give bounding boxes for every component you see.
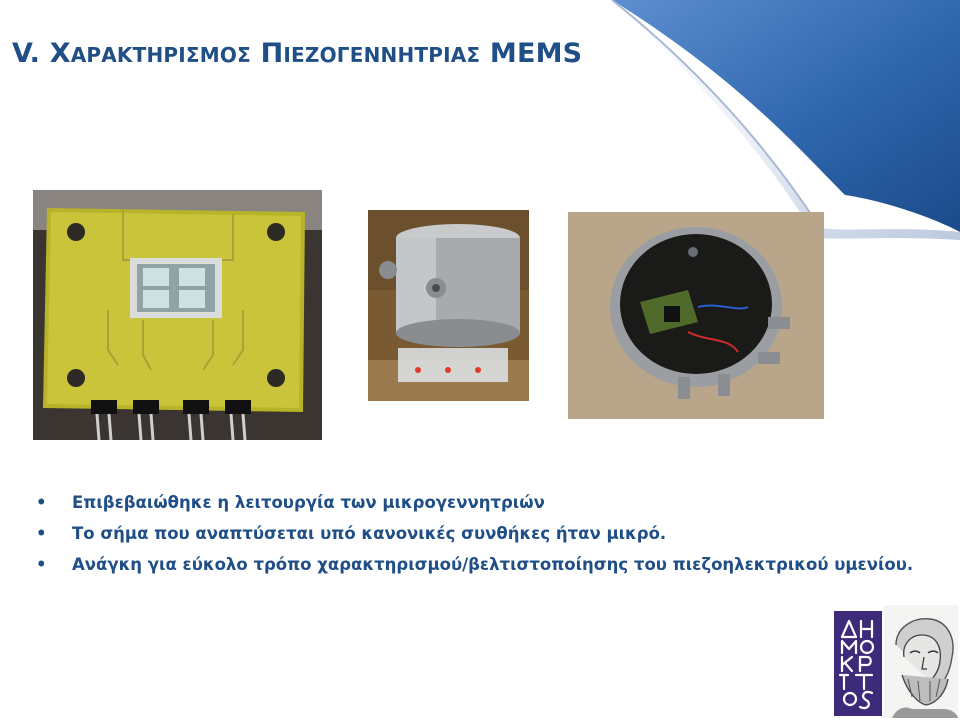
democritus-university-logo xyxy=(834,605,958,718)
cylinder-enclosure-photo xyxy=(368,210,529,401)
bullet-text: Το σήμα που αναπτύσεται υπό κανονικές συνθήκες ήταν μικρό. xyxy=(72,524,667,543)
bullet-text: Επιβεβαιώθηκε η λειτουργία των μικρογεννητριών xyxy=(72,493,545,512)
bullet-text: Ανάγκη για εύκολο τρόπο χαρακτηρισμού/βελτιστοποίησης του πιεζοηλεκτρικού υμενίου. xyxy=(72,555,914,574)
slide-title xyxy=(12,38,582,69)
bullet-item xyxy=(36,554,936,576)
open-enclosure-photo xyxy=(568,212,824,419)
bullet-marker: • xyxy=(36,555,47,574)
title-roman: V. xyxy=(12,38,41,69)
title-word-2: ΠΙΕΖΟΓΕΝΝΗΤΡΙΑΣ xyxy=(260,38,481,69)
bullet-item xyxy=(36,492,936,514)
pcb-photo xyxy=(33,190,322,440)
bullet-item xyxy=(36,523,936,545)
title-acronym: MEMS xyxy=(489,38,583,69)
bullet-marker: • xyxy=(36,524,47,543)
bullet-list xyxy=(36,492,936,585)
bullet-marker: • xyxy=(36,493,47,512)
title-word-1: ΧΑΡΑΚΤΗΡΙΣΜΟΣ xyxy=(49,38,251,69)
